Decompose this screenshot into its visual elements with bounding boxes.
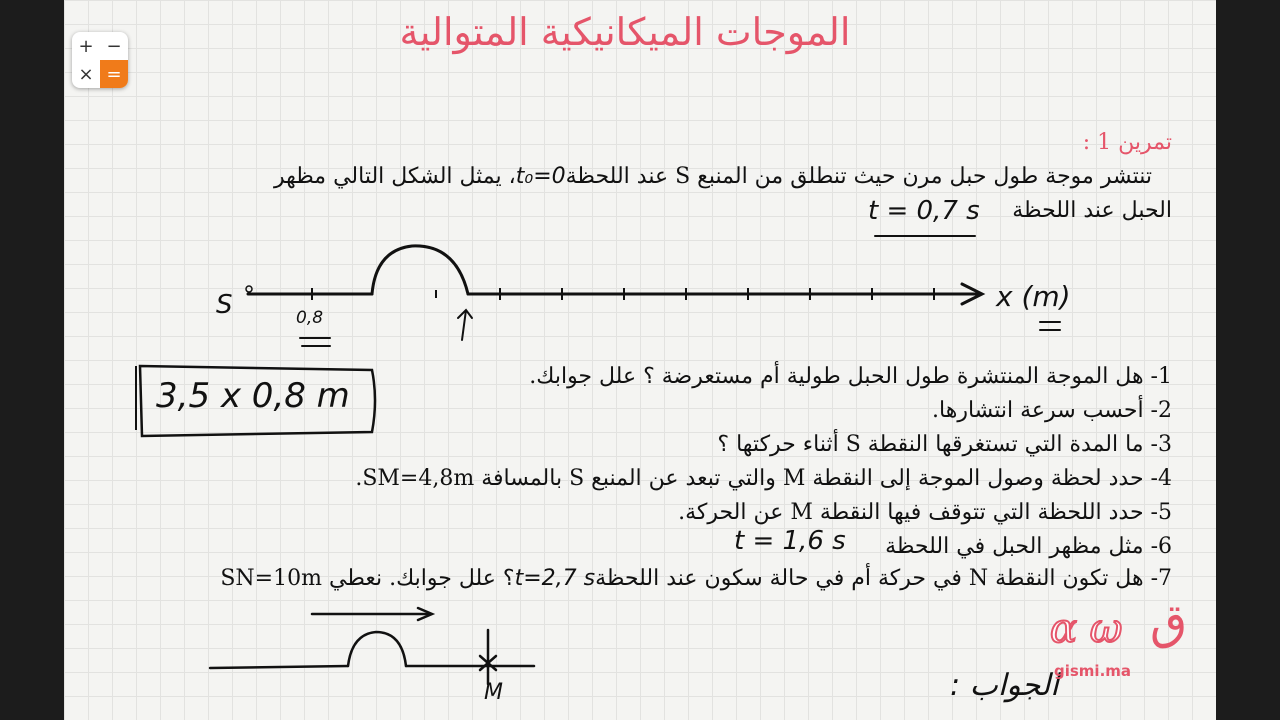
question-7: 7- هل تكون النقطة N في حركة أم في حالة سكون عند اللحظةt=2,7 s؟ علل جوابك. نعطي SN=10m (220, 566, 1172, 591)
logo-site: gismi.ma (1054, 662, 1132, 680)
plus-icon: + (78, 35, 94, 57)
tick-label: 0,8 (296, 308, 324, 328)
question-3: 3- ما المدة التي تستغرقها النقطة S أثناء حركتها ؟ (717, 432, 1172, 457)
q6-time-handwritten: t = 1,6 s (734, 526, 846, 556)
question-1: 1- هل الموجة المنتشرة طول الحبل طولية أم مستعرضة ؟ علل جوابك. (529, 364, 1172, 389)
answer-sketch (210, 608, 534, 684)
scale-box-text: 3,5 x 0,8 m (156, 376, 350, 416)
t-value-handwritten: t = 0,7 s (868, 196, 980, 226)
source-label: S (216, 290, 233, 320)
question-5: 5- حدد اللحظة التي تتوقف فيها النقطة M عن الحركة. (678, 500, 1172, 525)
t0-handwritten: t₀=0 (515, 164, 566, 189)
question-2: 2- أحسب سرعة انتشارها. (932, 398, 1172, 423)
axis-label: x (m) (996, 280, 1071, 313)
wave-pulse (372, 246, 468, 294)
exercise-intro-line2: الحبل عند اللحظة (1012, 198, 1172, 223)
answer-label: الجواب : (950, 668, 1059, 703)
exercise-intro-line1: تنتشر موجة طول حبل مرن حيث تنطلق من المنبع S عند اللحظةt₀=0، يمثل الشكل التالي مظهر (273, 164, 1152, 189)
exercise-label: تمرين 1 : (1082, 130, 1172, 155)
equals-icon: = (100, 60, 128, 88)
front-arrow (458, 310, 472, 340)
q7-time-handwritten: t=2,7 s (514, 566, 596, 591)
minus-icon: − (106, 35, 122, 57)
times-icon: × (78, 63, 94, 85)
sketch-point-label: M (484, 680, 503, 705)
question-6: 6- مثل مظهر الحبل في اللحظة (885, 534, 1172, 559)
logo-letter: ق (1150, 594, 1188, 650)
question-4: 4- حدد لحظة وصول الموجة إلى النقطة M والتي تبعد عن المنبع S بالمسافة SM=4,8m. (355, 466, 1172, 491)
logo-symbol: α ω (1050, 606, 1123, 652)
page-title: الموجات الميكانيكية المتوالية (399, 10, 851, 54)
source-point (246, 286, 252, 292)
site-logo (1040, 594, 1210, 690)
